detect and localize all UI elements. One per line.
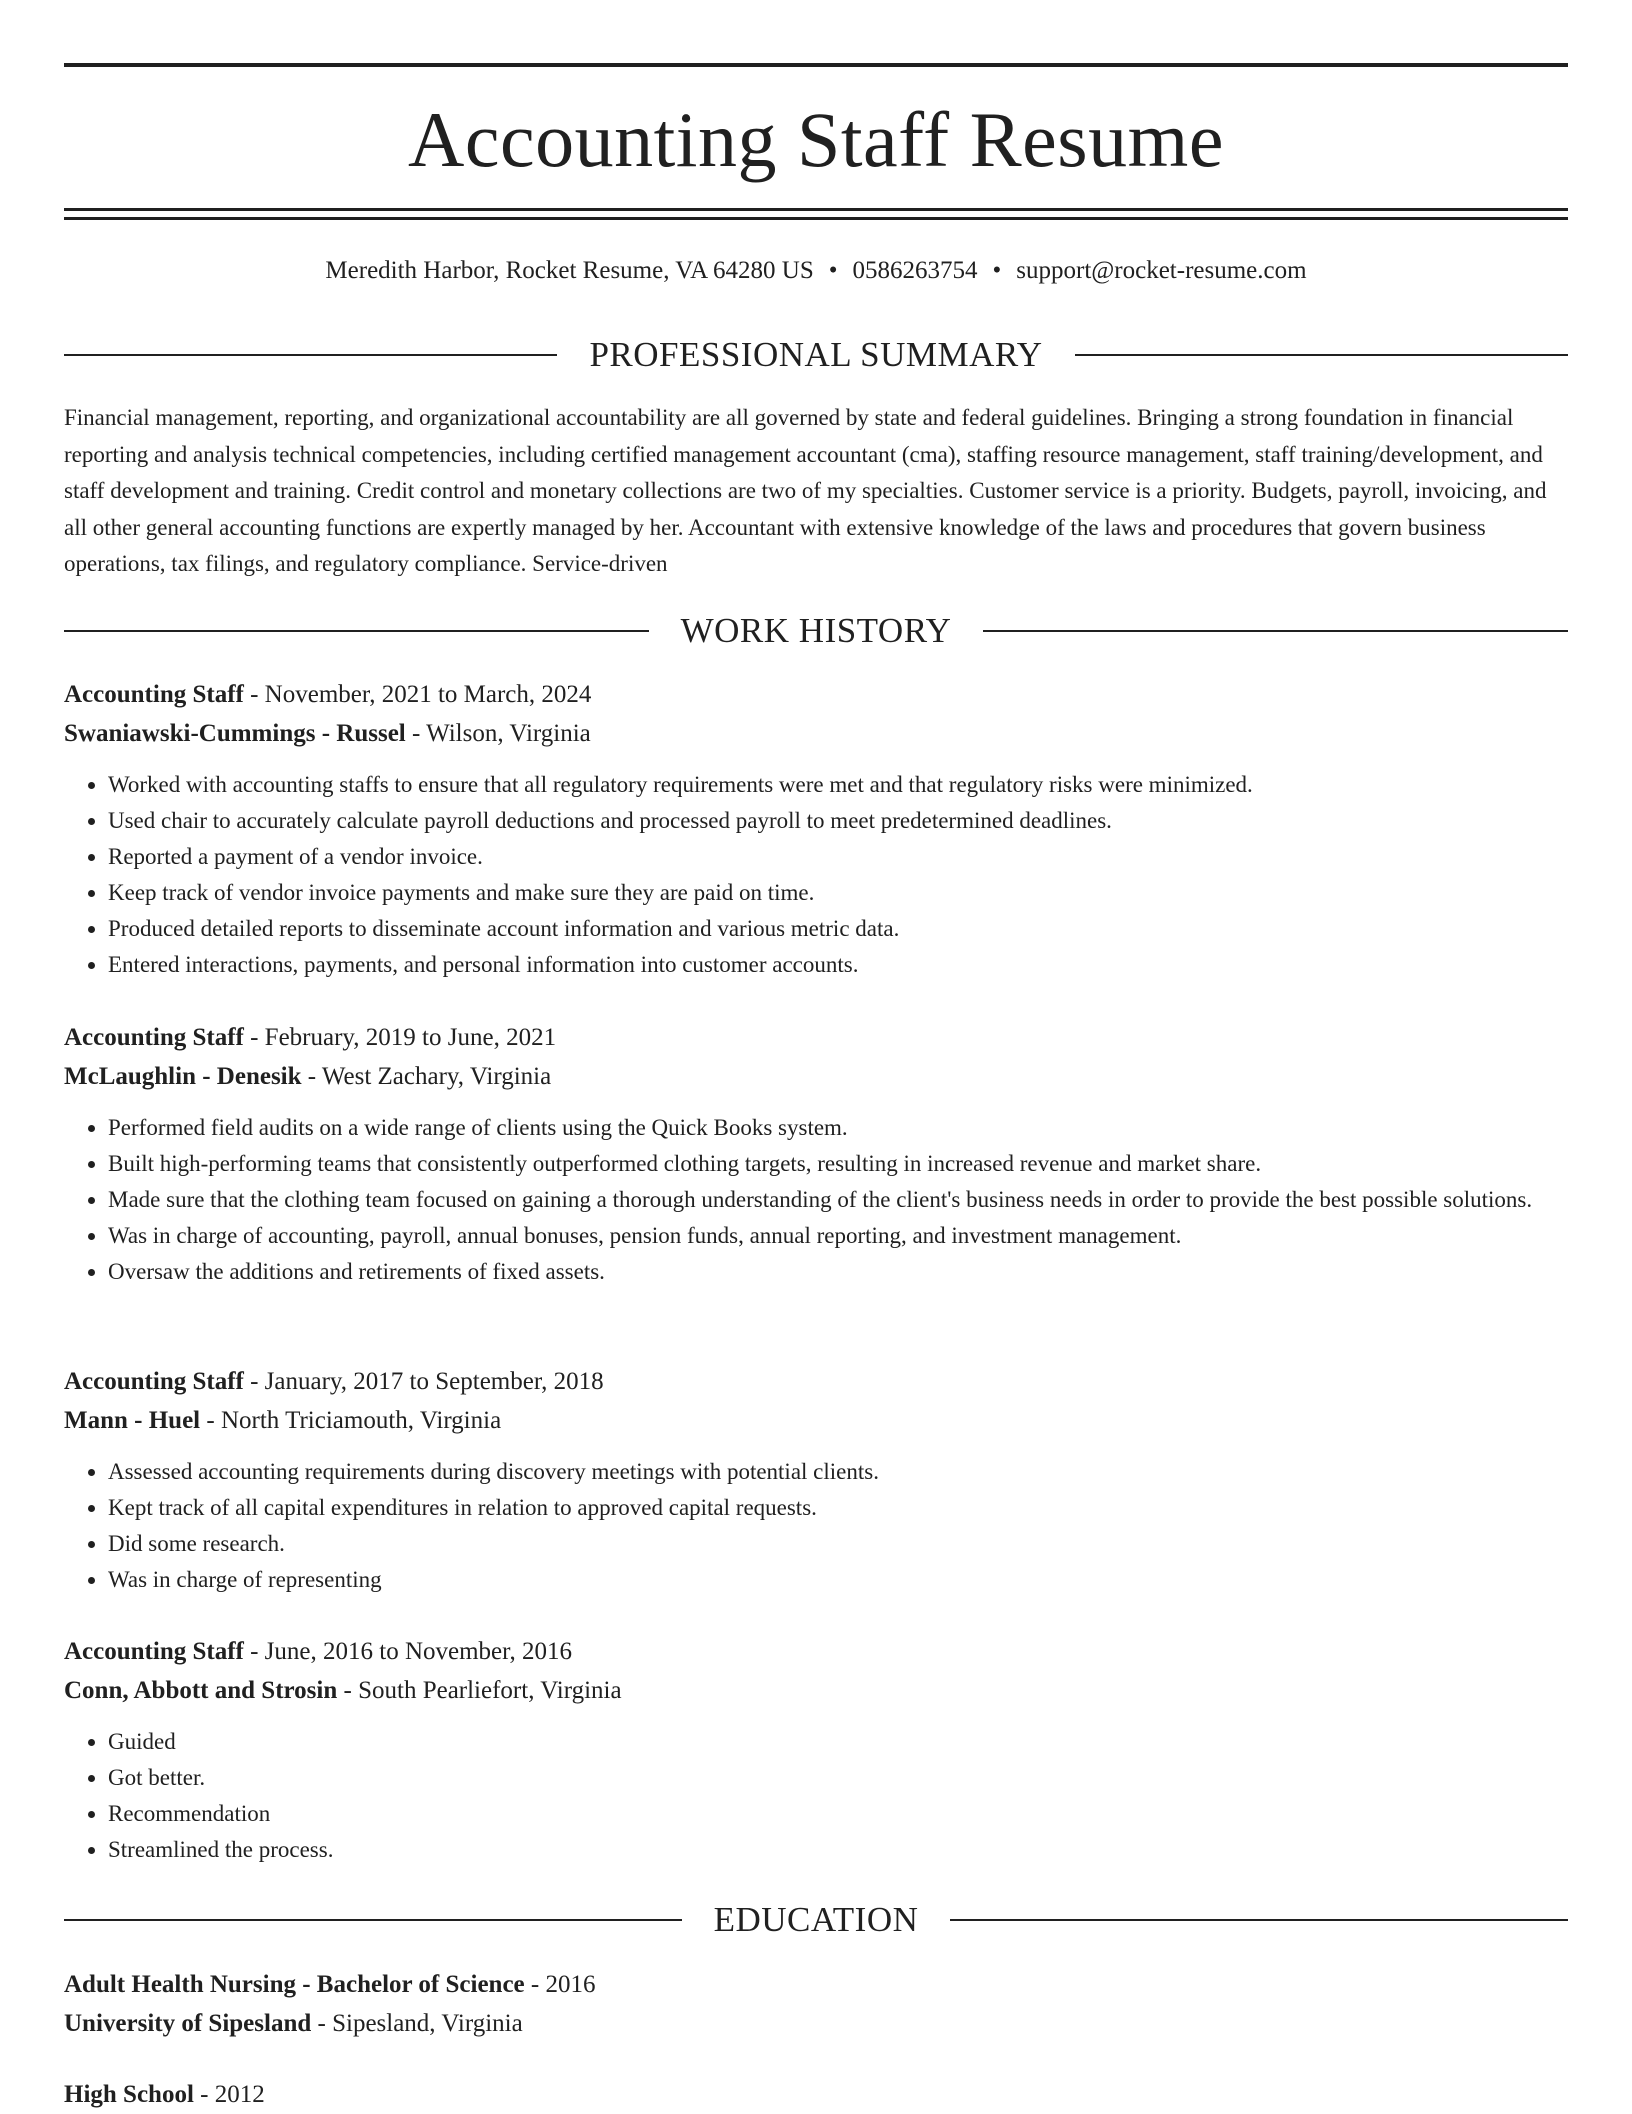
education-location: - Sipesland, Virginia bbox=[311, 2010, 523, 2037]
job-location: - Wilson, Virginia bbox=[405, 720, 591, 747]
job-title-line bbox=[64, 1362, 1568, 1401]
section-rule bbox=[983, 630, 1568, 632]
job-title: Accounting Staff bbox=[64, 681, 244, 708]
list-item: • Guided bbox=[108, 1724, 1568, 1760]
job-bullets bbox=[64, 1454, 1568, 1598]
job-location: - North Triciamouth, Virginia bbox=[200, 1407, 502, 1434]
education-school: University of Sipesland bbox=[64, 2010, 312, 2037]
section-heading-education bbox=[64, 1897, 1568, 1943]
job-bullets bbox=[64, 1724, 1568, 1868]
list-item: • Got better. bbox=[108, 1760, 1568, 1796]
section-heading-label: PROFESSIONAL SUMMARY bbox=[589, 335, 1043, 374]
education-degree: Adult Health Nursing - Bachelor of Science bbox=[64, 1971, 525, 1998]
job-location: - South Pearliefort, Virginia bbox=[337, 1677, 622, 1704]
job-title: Accounting Staff bbox=[64, 1368, 244, 1395]
section-rule bbox=[64, 630, 649, 632]
job-bullets bbox=[64, 767, 1568, 983]
list-item: • Was in charge of accounting, payroll, annual bonuses, pension funds, annual reporting, and investment management. bbox=[108, 1218, 1568, 1254]
job-company: Swaniawski-Cummings - Russel bbox=[64, 720, 406, 747]
list-item: • Did some research. bbox=[108, 1526, 1568, 1562]
job-entry bbox=[64, 1632, 1568, 1868]
contact-line bbox=[64, 254, 1568, 288]
section-rule bbox=[1075, 354, 1568, 356]
header-top-rule bbox=[64, 63, 1568, 67]
list-item: • Reported a payment of a vendor invoice. bbox=[108, 839, 1568, 875]
list-item: • Recommendation bbox=[108, 1796, 1568, 1832]
job-company-line bbox=[64, 1057, 1568, 1096]
contact-email: support@rocket-resume.com bbox=[1016, 257, 1307, 284]
job-entry bbox=[64, 1362, 1568, 1598]
section-heading-label: WORK HISTORY bbox=[680, 611, 952, 650]
list-item: • Made sure that the clothing team focused on gaining a thorough understanding of the client's business needs in order to provide the best possible solutions. bbox=[108, 1182, 1568, 1218]
contact-phone: 0586263754 bbox=[852, 257, 978, 284]
job-bullets bbox=[64, 1110, 1568, 1290]
professional-summary-text: Financial management, reporting, and organizational accountability are all governed by state and federal guidelines. Bringing a strong foundation in financial reporting and analysis technical competencies, including certified management accountant (cma), staffing resource management, staff training/development, and staff development and training. Credit control and monetary collections are two of my specialties. Customer service is a priority. Budgets, payroll, invoicing, and all other general accounting functions are expertly managed by her. Accountant with extensive knowledge of the laws and procedures that govern business operations, tax filings, and regulatory compliance. Service-driven bbox=[64, 405, 1547, 576]
education-degree: High School bbox=[64, 2081, 194, 2108]
contact-separator: • bbox=[828, 257, 838, 284]
header-double-rule bbox=[64, 208, 1568, 220]
job-entry bbox=[64, 675, 1568, 983]
list-item: • Kept track of all capital expenditures in relation to approved capital requests. bbox=[108, 1490, 1568, 1526]
job-location: - West Zachary, Virginia bbox=[301, 1063, 552, 1090]
list-item: • Performed field audits on a wide range of clients using the Quick Books system. bbox=[108, 1110, 1568, 1146]
section-rule bbox=[64, 1919, 682, 1921]
list-item: • Assessed accounting requirements during discovery meetings with potential clients. bbox=[108, 1454, 1568, 1490]
list-item: • Was in charge of representing bbox=[108, 1562, 1568, 1598]
resume-title: Accounting Staff Resume bbox=[408, 96, 1224, 183]
list-item: • Worked with accounting staffs to ensure that all regulatory requirements were met and that regulatory risks were minimized. bbox=[108, 767, 1568, 803]
job-entry bbox=[64, 1018, 1568, 1290]
education-entry bbox=[64, 2075, 1568, 2114]
job-dates: - February, 2019 to June, 2021 bbox=[243, 1024, 557, 1051]
list-item: • Oversaw the additions and retirements of fixed assets. bbox=[108, 1254, 1568, 1290]
list-item: • Keep track of vendor invoice payments and make sure they are paid on time. bbox=[108, 875, 1568, 911]
job-dates: - January, 2017 to September, 2018 bbox=[243, 1368, 604, 1395]
education-degree-line bbox=[64, 2075, 1568, 2114]
job-company-line bbox=[64, 714, 1568, 753]
job-company: Mann - Huel bbox=[64, 1407, 201, 1434]
job-title-line bbox=[64, 1018, 1568, 1057]
contact-address: Meredith Harbor, Rocket Resume, VA 64280 US bbox=[325, 257, 814, 284]
education-entry bbox=[64, 1965, 1568, 2043]
job-title-line bbox=[64, 675, 1568, 714]
list-item: • Built high-performing teams that consistently outperformed clothing targets, resulting in increased revenue and market share. bbox=[108, 1146, 1568, 1182]
job-dates: - June, 2016 to November, 2016 bbox=[243, 1638, 572, 1665]
list-item: • Produced detailed reports to disseminate account information and various metric data. bbox=[108, 911, 1568, 947]
list-item: • Used chair to accurately calculate payroll deductions and processed payroll to meet predetermined deadlines. bbox=[108, 803, 1568, 839]
job-company-line bbox=[64, 1671, 1568, 1710]
education-degree-line bbox=[64, 1965, 1568, 2004]
job-title-line bbox=[64, 1632, 1568, 1671]
job-company-line bbox=[64, 1401, 1568, 1440]
job-company: Conn, Abbott and Strosin bbox=[64, 1677, 338, 1704]
section-heading-label: EDUCATION bbox=[713, 1900, 919, 1939]
job-title: Accounting Staff bbox=[64, 1024, 244, 1051]
section-rule bbox=[64, 354, 557, 356]
education-year: - 2012 bbox=[193, 2081, 265, 2108]
section-heading-summary bbox=[64, 332, 1568, 378]
job-company: McLaughlin - Denesik bbox=[64, 1063, 302, 1090]
list-item: • Entered interactions, payments, and personal information into customer accounts. bbox=[108, 947, 1568, 983]
education-school-line bbox=[64, 2004, 1568, 2043]
education-year: - 2016 bbox=[524, 1971, 596, 1998]
job-title: Accounting Staff bbox=[64, 1638, 244, 1665]
job-dates: - November, 2021 to March, 2024 bbox=[243, 681, 592, 708]
section-rule bbox=[950, 1919, 1568, 1921]
section-heading-work-history bbox=[64, 608, 1568, 654]
list-item: • Streamlined the process. bbox=[108, 1832, 1568, 1868]
contact-separator: • bbox=[992, 257, 1002, 284]
